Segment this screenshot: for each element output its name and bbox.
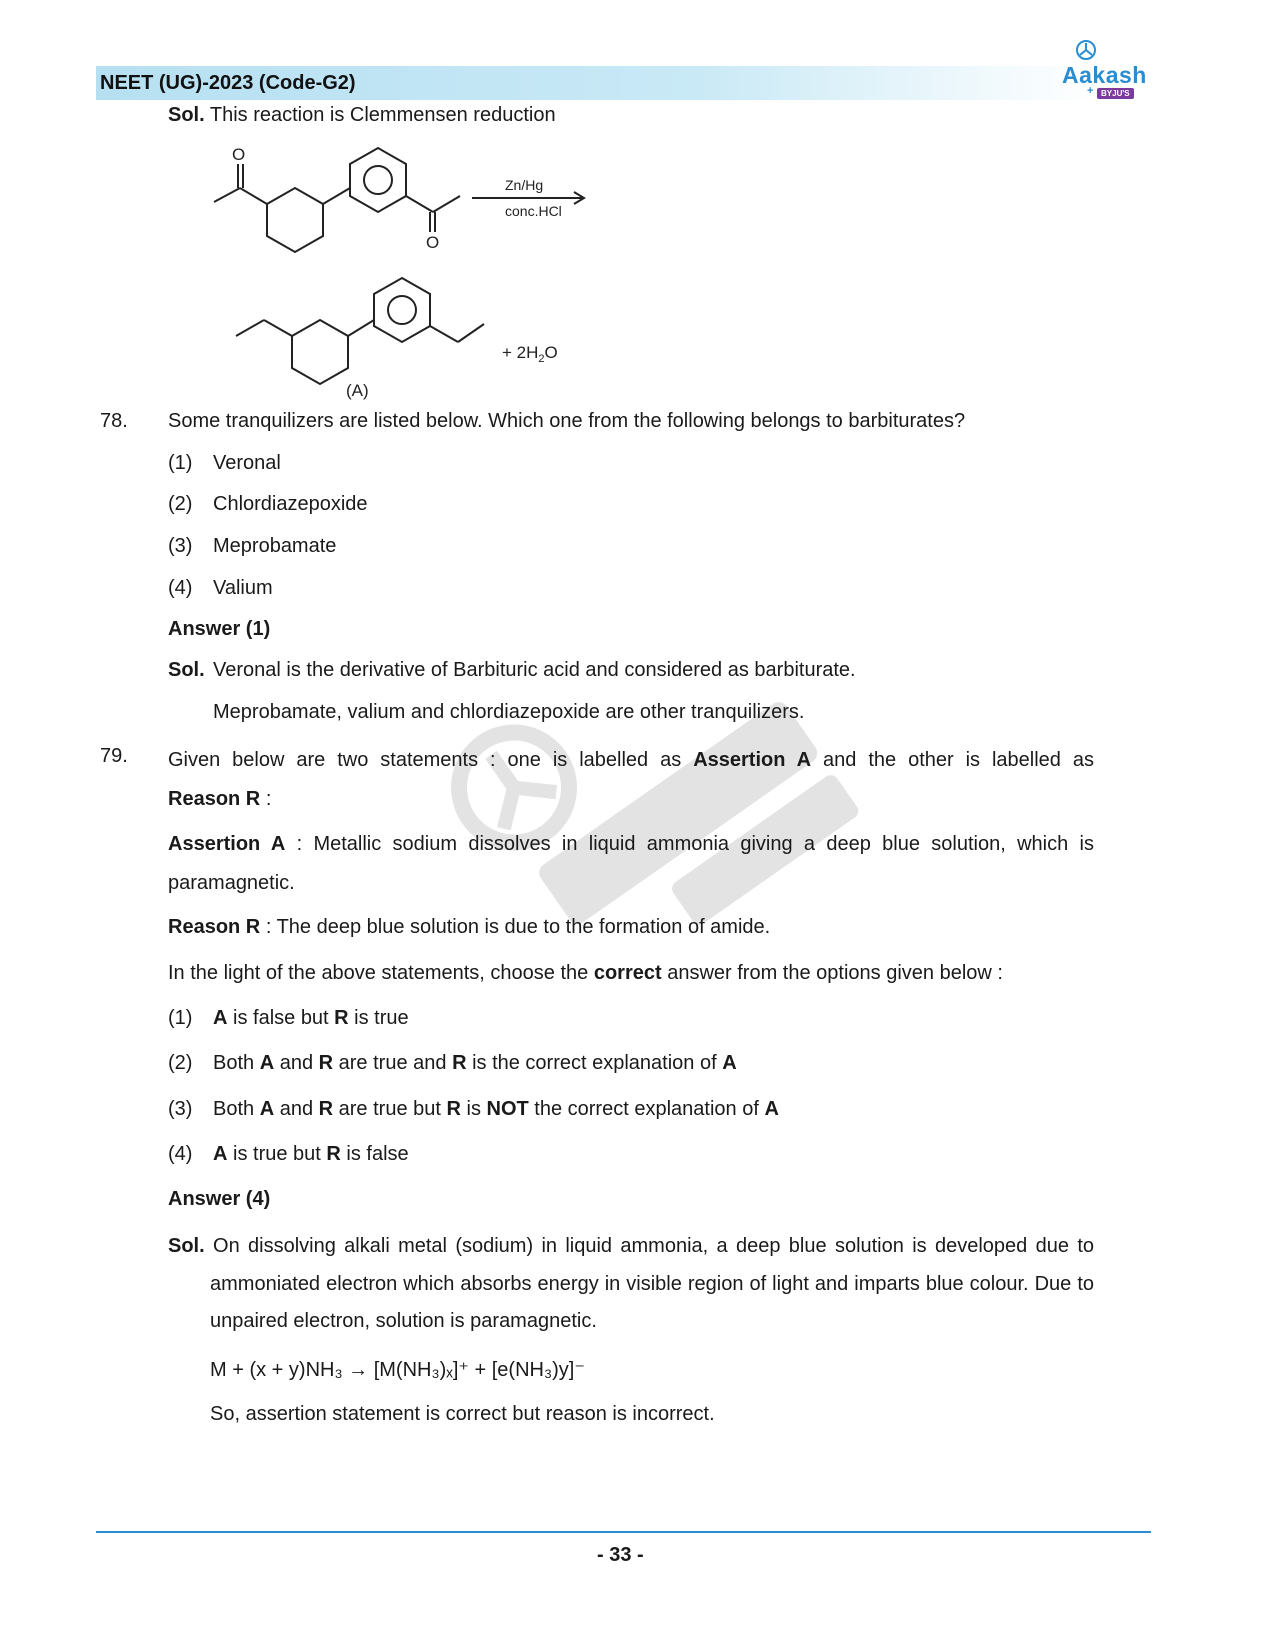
sol-label: Sol. [168,659,205,681]
reagent-top: Zn/Hg [505,177,544,193]
q79-solution-line-2 [210,1273,1094,1296]
water-suffix: O [544,343,558,362]
option-text: Meprobamate [213,535,337,557]
q79-intro-line-2 [168,788,271,811]
q79-sol-text-2: ammoniated electron which absorbs energy in visible region of light and imparts blue colour. Due to [210,1273,1094,1295]
q79-solution-line-3: unpaired electron, solution is paramagnetic. [210,1310,597,1332]
option-num: (4) [168,1143,193,1165]
q79-option-1 [168,1007,409,1030]
reagent-bottom: conc.HCl [505,203,562,219]
option-text: Both A and R are true but R is NOT the correct explanation of A [213,1098,779,1120]
intro-text-2: and the other is labelled as [823,749,1094,771]
q79-assertion-line-1 [168,833,1094,856]
assertion-label: Assertion A [168,833,286,855]
q79-conclusion: So, assertion statement is correct but reason is incorrect. [210,1403,715,1425]
intro-text-3: : [265,788,272,810]
q78-option-1 [168,452,281,475]
q78-option-3 [168,535,337,558]
q79-option-3 [168,1098,779,1121]
q79-assertion-line-2: paramagnetic. [168,872,295,894]
product-label: (A) [346,381,369,400]
sol-label: Sol. [168,104,205,126]
q79-option-4 [168,1143,409,1166]
aakash-watermark-icon [390,560,910,1020]
q79-solution-line-1 [168,1235,1094,1258]
sol-label: Sol. [168,1235,205,1257]
q78-solution-line-1 [168,659,856,682]
intro-bold-assertion: Assertion A [693,749,812,771]
option-text: Valium [213,577,273,599]
intro-bold-reason: Reason R [168,788,261,810]
page-title: NEET (UG)-2023 (Code-G2) [100,72,356,94]
water-prefix: + 2H [502,343,539,362]
q78-sol-text-2: Meprobamate, valium and chlordiazepoxide are other tranquilizers. [213,701,805,723]
q78-question: Some tranquilizers are listed below. Which one from the following belongs to barbiturates? [168,410,966,432]
intro-text-1: Given below are two statements : one is labelled as [168,749,682,771]
logo-text: Aakash [1062,62,1147,88]
option-text: Chlordiazepoxide [213,493,368,515]
oxygen-label-2: O [426,233,440,252]
q78-answer: Answer (1) [168,618,271,640]
q79-reason [168,916,770,939]
instruction-text-2: answer from the options given below : [667,962,1003,984]
q79-sol-text-1: On dissolving alkali metal (sodium) in liquid ammonia, a deep blue solution is developed due to [213,1235,1094,1257]
option-text: A is false but R is true [213,1007,409,1029]
q78-sol-text-1: Veronal is the derivative of Barbituric acid and considered as barbiturate. [213,659,856,681]
water-term [502,343,558,365]
water-sub: 2 [538,353,545,365]
instruction-bold: correct [593,962,662,984]
option-num: (2) [168,493,193,515]
q78-option-2 [168,493,368,516]
reason-text: : The deep blue solution is due to the formation of amide. [265,916,771,938]
q79-number: 79. [100,745,128,767]
footer-divider [96,1531,1151,1533]
q77-solution-line [168,104,556,127]
q79-option-2 [168,1052,737,1075]
q79-intro-line-1 [168,749,1094,772]
option-num: (3) [168,1098,193,1120]
q78-option-4 [168,577,273,600]
q79-instruction [168,962,1003,985]
q77-sol-text: This reaction is Clemmensen reduction [209,104,556,126]
option-num: (3) [168,535,193,557]
q79-equation: M + (x + y)NH₃ → [M(NH₃)ₓ]⁺ + [e(NH₃)y]⁻ [210,1359,585,1381]
option-num: (1) [168,452,193,474]
logo-plus: + [1087,85,1094,97]
q78-number: 78. [100,410,128,432]
option-num: (1) [168,1007,193,1029]
reason-label: Reason R [168,916,261,938]
option-num: (4) [168,577,193,599]
q79-answer: Answer (4) [168,1188,271,1210]
logo-byjus-badge: BYJU'S [1097,88,1134,99]
option-text: Veronal [213,452,281,474]
instruction-text-1: In the light of the above statements, choose the [168,962,589,984]
assertion-text: : Metallic sodium dissolves in liquid ammonia giving a deep blue solution, which is [296,833,1094,855]
clemmensen-reaction-diagram [200,140,620,410]
option-text: Both A and R are true and R is the correct explanation of A [213,1052,737,1074]
oxygen-label-1: O [232,145,246,164]
page-number: - 33 - [597,1544,644,1566]
option-text: A is true but R is false [213,1143,409,1165]
option-num: (2) [168,1052,193,1074]
